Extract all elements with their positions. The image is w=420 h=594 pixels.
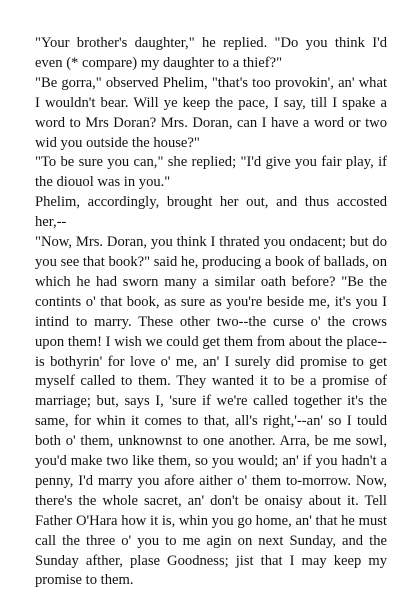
paragraph-brothers-daughter: "Your brother's daughter," he replied. "Do you think I'd even (* compare) my daughter to a thief?" xyxy=(35,35,387,71)
paragraph-phelim-accosted: Phelim, accordingly, brought her out, and thus accosted her,-- xyxy=(35,194,387,231)
paragraph-be-gorra: "Be gorra," observed Phelim, "that's too provokin', an' what I wouldn't bear. Will ye keep the pace, I say, till I spake a word to Mrs Doran? Mrs. Doran, can I have a word or two wid you outside the house?" xyxy=(35,74,387,151)
paragraph-to-be-sure: "To be sure you can," she replied; "I'd give you fair play, if the diouol was in you." xyxy=(35,154,387,191)
book-page xyxy=(35,34,387,591)
paragraph-mrs-doran-speech: "Now, Mrs. Doran, you think I thrated you ondacent; but do you see that book?" said he, producing a book of ballads, on which he had sworn many a similar oath before? "Be the contints o' that book, as sure as you're beside me, it's you I intind to marry. These other two--the curse o' the crows upon them! I wish we could get them from about the place--is bothyrin' for love o' me, an' I surely did promise to get myself called to them. They wanted it to be a promise of marriage; but, says I, 'sure if we're called together it's the same, for whin it comes to that, all's right,'--an' so I tould both o' them, unknownst to one another. Arra, be me sowl, you'd make two like them, so you would; an' if you hadn't a penny, I'd marry you afore aither o' them to-morrow. Now, there's the whole sacret, an' don't be onaisy about it. Tell Father O'Hara how it is, whin you go home, an' that he must call the three o' you to me agin on next Sunday, and the Sunday afther, plase Goodness; jist that I may keep my promise to them. xyxy=(35,234,387,589)
